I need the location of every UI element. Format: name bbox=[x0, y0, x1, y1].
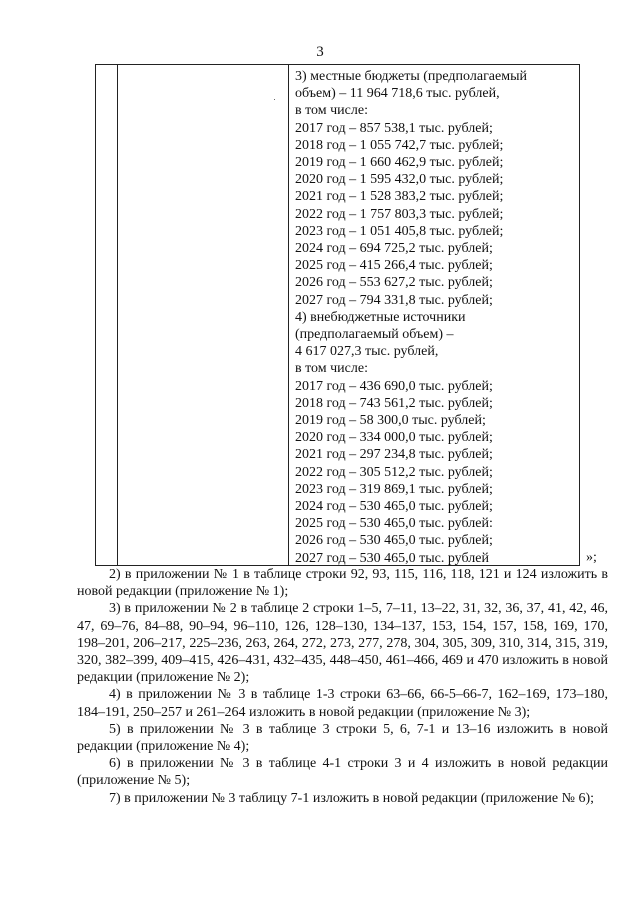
budget-line: 2018 год – 1 055 742,7 тыс. рублей; bbox=[295, 137, 504, 153]
budget-line: 2027 год – 530 465,0 тыс. рублей bbox=[295, 550, 489, 566]
budget-line: 4) внебюджетные источники bbox=[295, 309, 466, 325]
table-column-divider bbox=[117, 65, 118, 565]
budget-line: 2025 год – 530 465,0 тыс. рублей: bbox=[295, 516, 493, 532]
funding-sources-cell bbox=[295, 68, 577, 567]
amendments-list bbox=[77, 566, 608, 807]
budget-line: (предполагаемый объем) – bbox=[295, 327, 454, 343]
budget-line: 2027 год – 794 331,8 тыс. рублей; bbox=[295, 292, 493, 308]
amendment-paragraph: 2) в приложении № 1 в таблице строки 92, 93, 115, 116, 118, 121 и 124 изложить в новой редакции (приложение № 1); bbox=[77, 567, 608, 600]
budget-line: объем) – 11 964 718,6 тыс. рублей, bbox=[295, 86, 500, 102]
budget-line: 2023 год – 1 051 405,8 тыс. рублей; bbox=[295, 223, 504, 239]
budget-line: 2019 год – 1 660 462,9 тыс. рублей; bbox=[295, 155, 504, 171]
budget-line: 2017 год – 857 538,1 тыс. рублей; bbox=[295, 120, 493, 136]
budget-line: в том числе: bbox=[295, 103, 368, 119]
amendment-paragraph: 6) в приложении № 3 в таблице 4-1 строки 3 и 4 изложить в новой редакции (приложение № 5); bbox=[77, 756, 608, 789]
closing-quote-mark: »; bbox=[586, 550, 597, 565]
amendment-paragraph: 4) в приложении № 3 в таблице 1-3 строки 63–66, 66-5–66-7, 162–169, 173–180, 184–191, 250–257 и 261–264 изложить в новой редакции (приложение № 3); bbox=[77, 687, 608, 720]
budget-line: 2023 год – 319 869,1 тыс. рублей; bbox=[295, 481, 493, 497]
budget-line: 4 617 027,3 тыс. рублей, bbox=[295, 344, 439, 360]
amendment-paragraph: 3) в приложении № 2 в таблице 2 строки 1–5, 7–11, 13–22, 31, 32, 36, 37, 41, 42, 46, 47, 69–76, 84–88, 90–94, 96–110, 126, 128–130, 134–137, 153, 154, 157, 158, 169, 170, 198–201, 206–217, 225–236, 263, 264, 272, 273, 277, 278, 304, 305, 309, 310, 314, 315, 319, 320, 382–399, 409–415, 426–431, 432–435, 448–450, 461–466, 469 и 470 изложить в новой редакции (приложение № 2); bbox=[77, 601, 608, 686]
budget-line: 2024 год – 694 725,2 тыс. рублей; bbox=[295, 241, 493, 257]
budget-line: 2025 год – 415 266,4 тыс. рублей; bbox=[295, 258, 493, 274]
budget-line: 2022 год – 1 757 803,3 тыс. рублей; bbox=[295, 206, 504, 222]
budget-line: 2018 год – 743 561,2 тыс. рублей; bbox=[295, 395, 493, 411]
budget-line: 2024 год – 530 465,0 тыс. рублей; bbox=[295, 499, 493, 515]
budget-line: 2026 год – 553 627,2 тыс. рублей; bbox=[295, 275, 493, 291]
budget-line: в том числе: bbox=[295, 361, 368, 377]
budget-line: 2019 год – 58 300,0 тыс. рублей; bbox=[295, 413, 486, 429]
budget-line: 2020 год – 334 000,0 тыс. рублей; bbox=[295, 430, 493, 446]
amendment-paragraph: 7) в приложении № 3 таблицу 7-1 изложить в новой редакции (приложение № 6); bbox=[109, 790, 595, 806]
budget-line: 2022 год – 305 512,2 тыс. рублей; bbox=[295, 464, 493, 480]
budget-line: 3) местные бюджеты (предполагаемый bbox=[295, 69, 527, 84]
page-number: 3 bbox=[316, 44, 324, 60]
table-column-divider bbox=[288, 65, 289, 565]
budget-line: 2026 год – 530 465,0 тыс. рублей; bbox=[295, 533, 493, 549]
scan-speck bbox=[274, 99, 275, 100]
budget-line: 2020 год – 1 595 432,0 тыс. рублей; bbox=[295, 172, 504, 188]
budget-line: 2021 год – 1 528 383,2 тыс. рублей; bbox=[295, 189, 504, 205]
funding-table bbox=[95, 64, 580, 566]
budget-line: 2021 год – 297 234,8 тыс. рублей; bbox=[295, 447, 493, 463]
budget-line: 2017 год – 436 690,0 тыс. рублей; bbox=[295, 378, 493, 394]
amendment-paragraph: 5) в приложении № 3 в таблице 3 строки 5, 6, 7-1 и 13–16 изложить в новой редакции (приложение № 4); bbox=[77, 721, 608, 755]
